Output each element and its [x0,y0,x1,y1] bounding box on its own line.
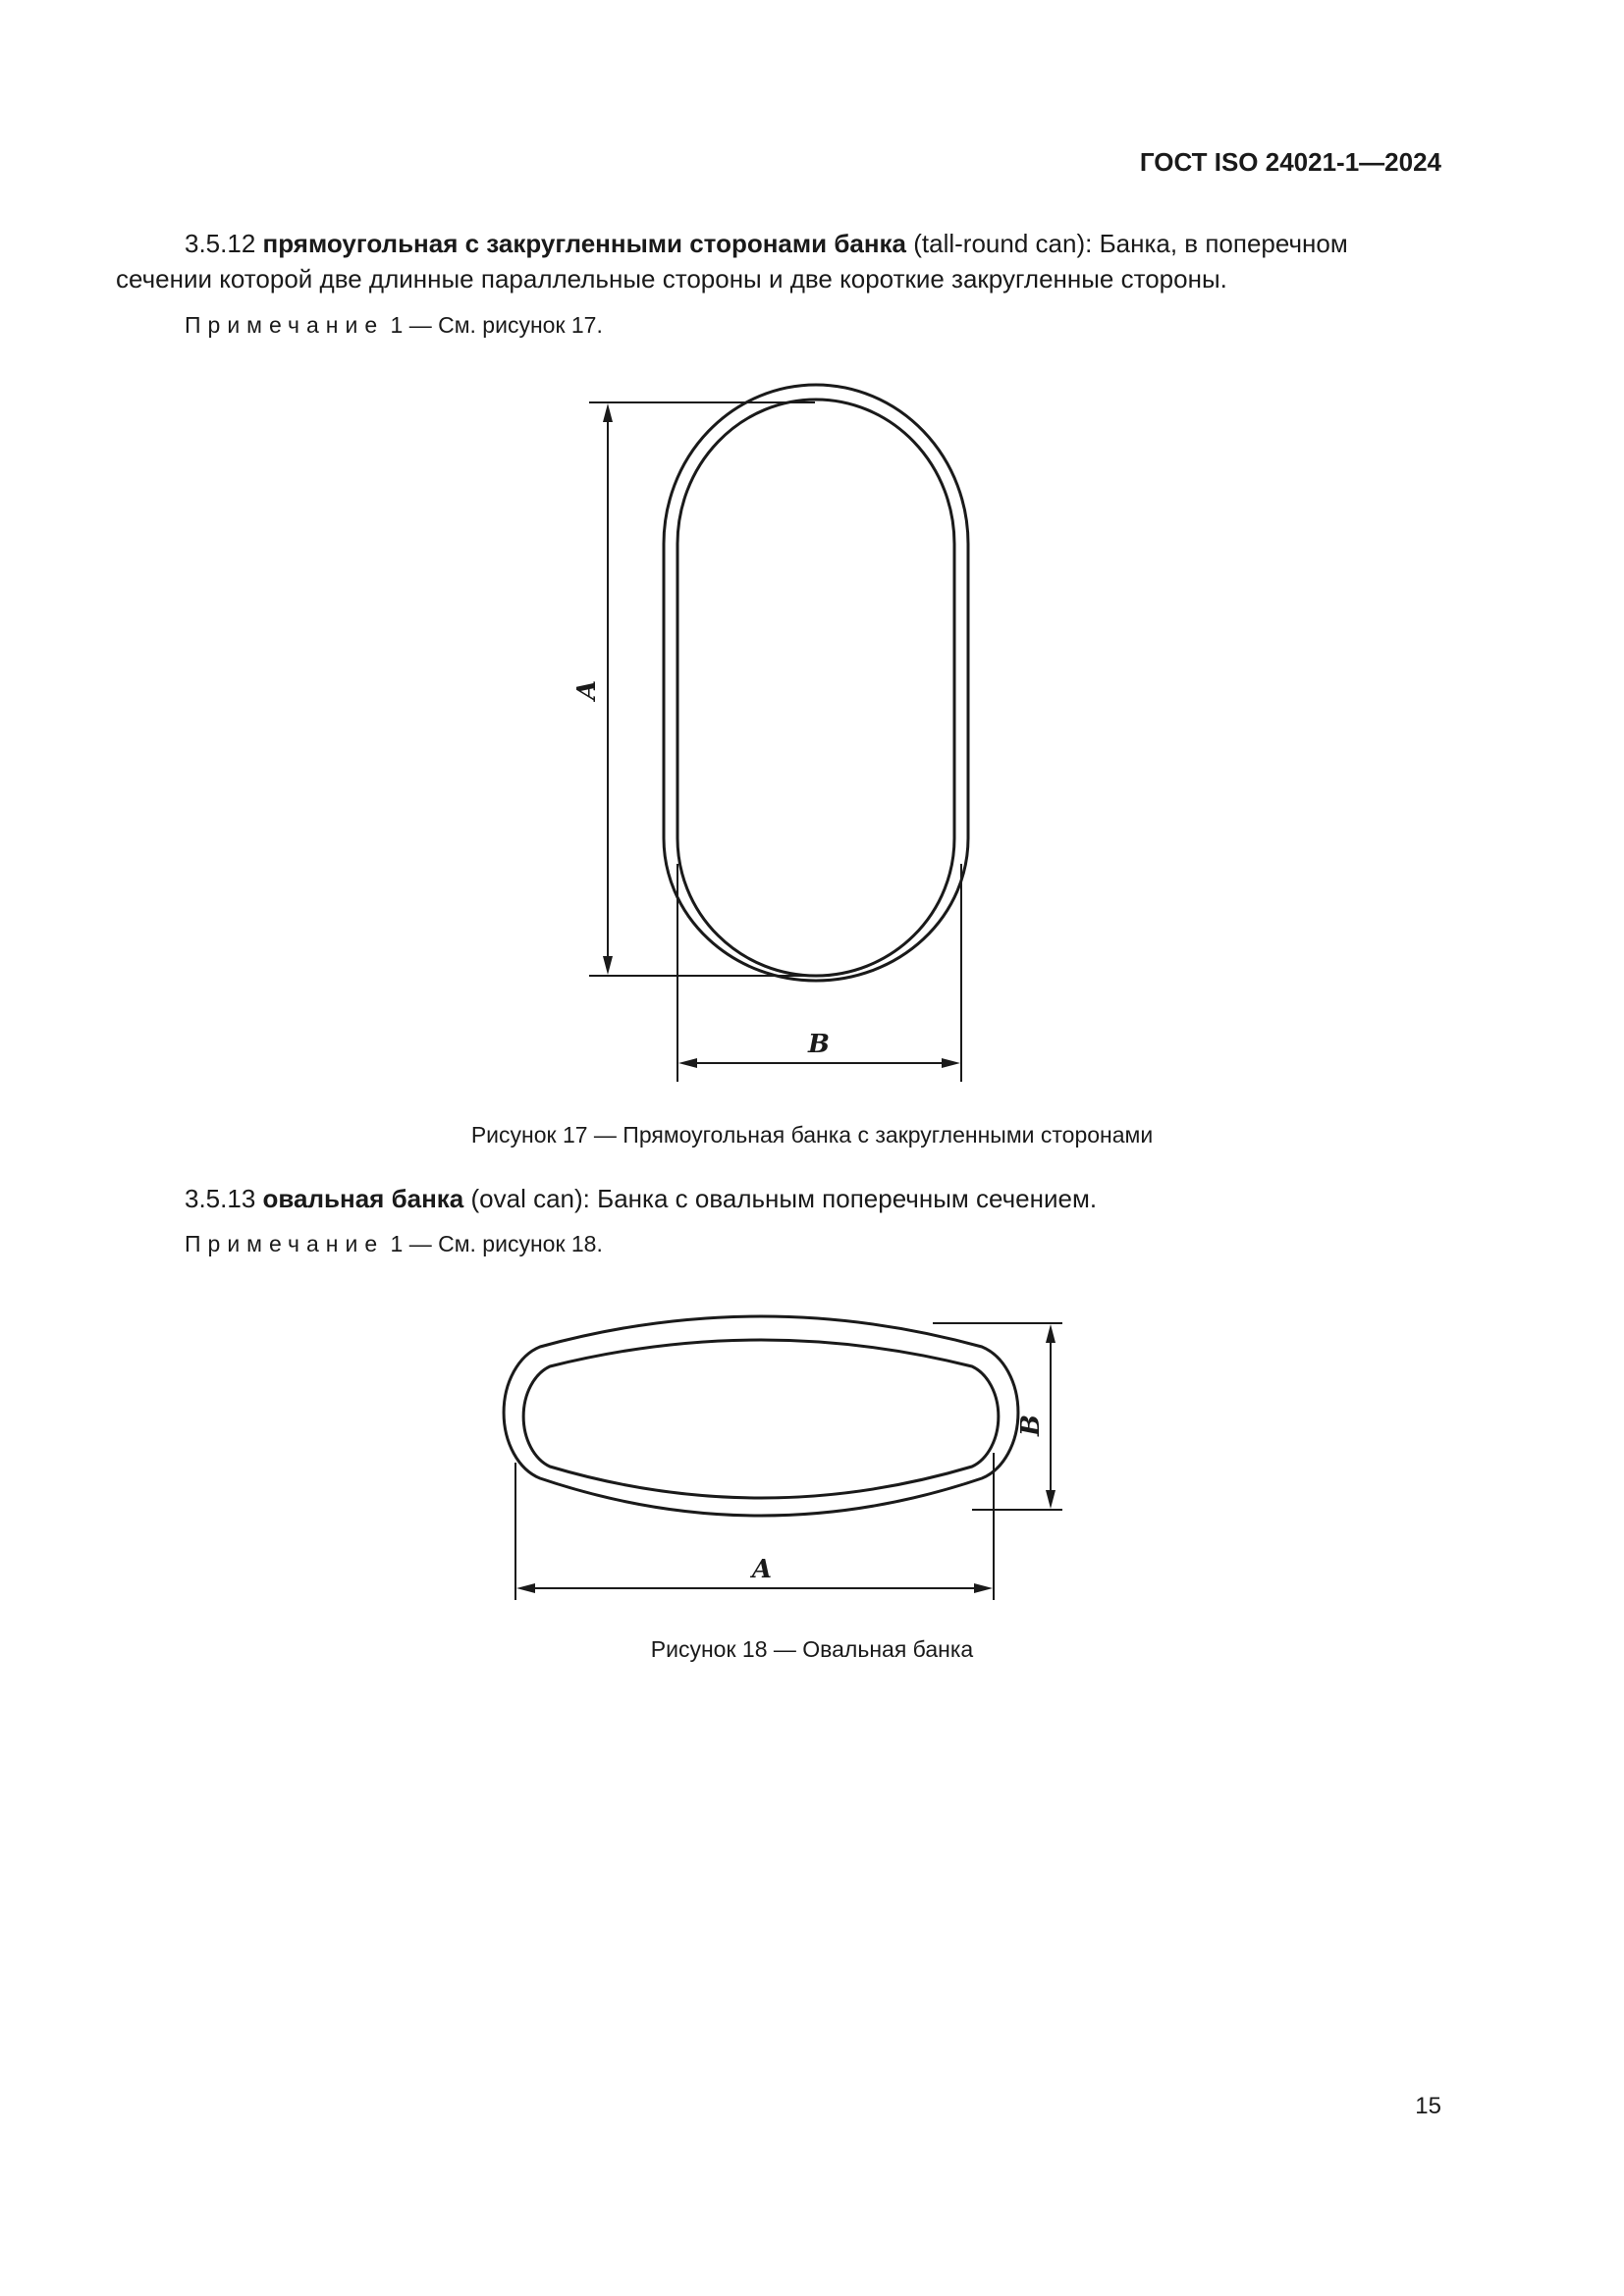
figure-18-caption: Рисунок 18 — Овальная банка [650,1636,974,1662]
definition-text: Банка, в поперечном [1099,229,1348,258]
note-text: 1 — См. рисунок 17. [390,312,603,338]
figure-17-caption: Рисунок 17 — Прямоугольная банка с закругленными сторонами [470,1122,1154,1148]
term: прямоугольная с закругленными сторонами банка [262,229,907,258]
definition-text: Банка с овальным поперечным сечением. [597,1184,1098,1213]
arrow-head-a-left [516,1583,535,1593]
term: овальная банка [262,1184,464,1213]
arrow-head-b-top [1046,1324,1056,1343]
section-number: 3.5.13 [185,1184,256,1213]
arrow-head-a-right [974,1583,993,1593]
english-term: (tall-round can): [913,229,1093,258]
page-number: 15 [1415,2093,1441,2119]
note-text: 1 — См. рисунок 18. [390,1231,603,1256]
note-label: Примечание [185,1231,385,1256]
dimension-label-b: B [808,1030,830,1059]
dimension-label-a: A [751,1555,773,1584]
section-number: 3.5.12 [185,229,256,258]
oval-can-outer-wall [504,1316,1018,1516]
definition-text-continued: сечении которой две длинные параллельные стороны и две короткие закругленные стороны. [116,264,1227,294]
document-code: ГОСТ ISO 24021-1—2024 [1139,147,1441,177]
dimension-label-b: B [1016,1415,1046,1436]
english-term: (oval can): [470,1184,590,1213]
oval-can-inner-wall [523,1340,999,1498]
note-label: Примечание [185,312,385,338]
arrow-head-b-bottom [1046,1490,1056,1509]
dimension-label-a: A [572,679,602,701]
